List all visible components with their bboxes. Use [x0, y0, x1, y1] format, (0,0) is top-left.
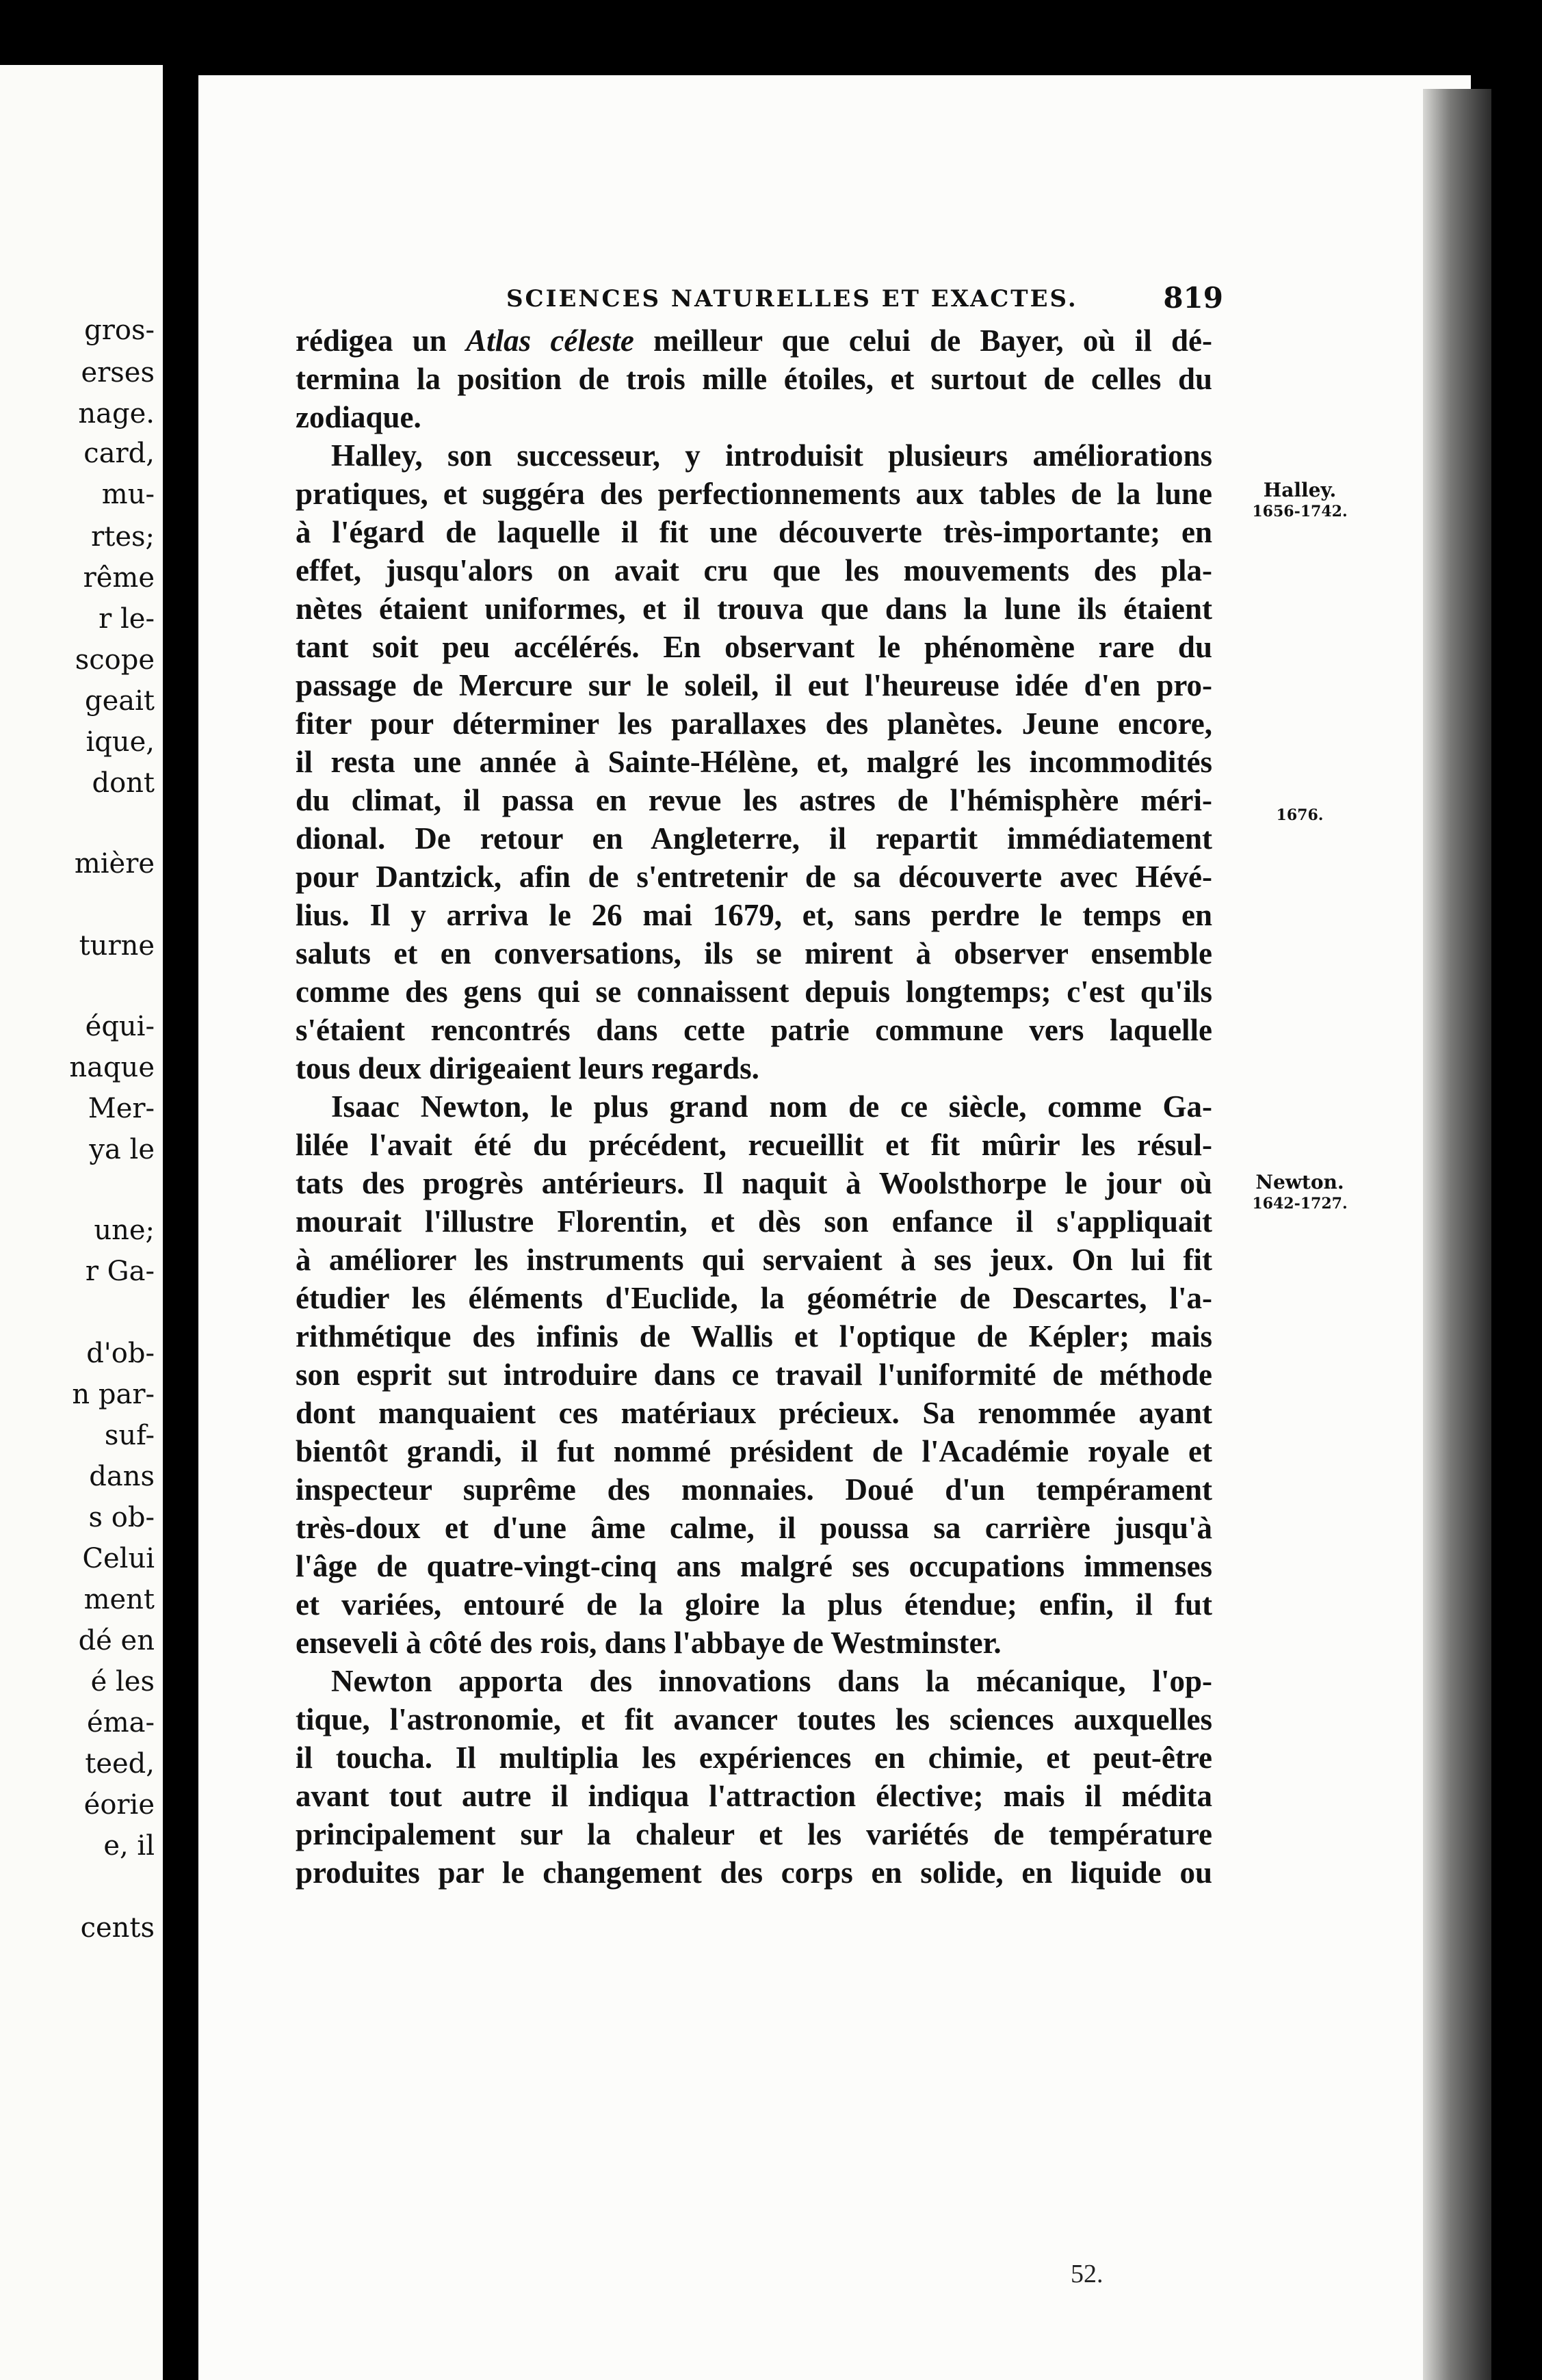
text-line: à améliorer les instruments qui servaient à ses jeux. On lui fit [296, 1243, 1212, 1277]
text-line: zodiaque. [296, 400, 421, 434]
text-segment: rédigea un [296, 323, 467, 358]
text-line: principalement sur la chaleur et les variétés de température [296, 1817, 1212, 1851]
text-line: enseveli à côté des rois, dans l'abbaye de Westminster. [296, 1626, 1002, 1660]
text-line: à l'égard de laquelle il fit une découverte très-importante; en [296, 515, 1212, 549]
left-page-line: geait [85, 685, 155, 717]
signature-mark: 52. [1071, 2260, 1103, 2288]
left-page-line: rtes; [91, 521, 155, 553]
text-line: tous deux dirigeaient leurs regards. [296, 1051, 759, 1085]
text-line: Halley, son successeur, y introduisit plusieurs améliorations [331, 438, 1212, 473]
text-line: saluts et en conversations, ils se mirent à observer ensemble [296, 936, 1212, 970]
left-page-line: dont [92, 767, 155, 799]
left-page-line: Mer- [88, 1093, 155, 1124]
left-page-line: une; [94, 1215, 155, 1246]
text-line: inspecteur suprême des monnaies. Doué d'un tempérament [296, 1472, 1212, 1507]
left-page-line: r Ga- [85, 1256, 155, 1287]
left-page-line: naque [69, 1052, 155, 1083]
text-line: étudier les éléments d'Euclide, la géométrie de Descartes, l'a- [296, 1281, 1212, 1315]
left-page-line: erses [81, 357, 155, 388]
left-page-line: s ob- [88, 1502, 155, 1533]
page-edge [1423, 89, 1491, 2380]
text-line: il toucha. Il multiplia les expériences en chimie, et peut-être [296, 1741, 1212, 1775]
margin-note-years: 1656-1742. [1252, 503, 1348, 520]
left-page-line: ment [83, 1584, 155, 1615]
text-line: termina la position de trois mille étoiles, et surtout de celles du [296, 362, 1212, 396]
left-page-line: d'ob- [86, 1338, 155, 1369]
left-page-line: card, [83, 438, 155, 469]
left-page-line: gros- [84, 315, 155, 346]
left-page-line: mière [74, 848, 155, 880]
text-line: dont manquaient ces matériaux précieux. Sa renommée ayant [296, 1396, 1212, 1430]
text-line: et variées, entouré de la gloire la plus étendue; enfin, il fut [296, 1587, 1212, 1622]
text-line: fiter pour déterminer les parallaxes des planètes. Jeune encore, [296, 706, 1212, 741]
text-line: son esprit sut introduire dans ce travail l'uniformité de méthode [296, 1358, 1212, 1392]
left-page-line: équi- [85, 1011, 155, 1042]
text-segment: meilleur que celui de Bayer, où il dé- [633, 323, 1212, 358]
text-line: s'étaient rencontrés dans cette patrie commune vers laquelle [296, 1013, 1212, 1047]
margin-note [1252, 479, 1348, 521]
text-line: tats des progrès antérieurs. Il naquit à Woolsthorpe le jour où [296, 1166, 1212, 1200]
running-head: SCIENCES NATURELLES ET EXACTES. [506, 285, 1078, 313]
margin-note-name: Halley. [1263, 479, 1337, 501]
italic-title: Atlas céleste [466, 323, 634, 358]
text-line [296, 321, 1212, 360]
left-page-line: nage. [78, 398, 155, 429]
text-line: dional. De retour en Angleterre, il repartit immédiatement [296, 821, 1212, 856]
text-line: tique, l'astronomie, et fit avancer toutes les sciences auxquelles [296, 1702, 1212, 1736]
text-line: mourait l'illustre Florentin, et dès son enfance il s'appliquait [296, 1204, 1212, 1239]
margin-note-years: 1642-1727. [1252, 1195, 1348, 1213]
text-line: effet, jusqu'alors on avait cru que les mouvements des pla- [296, 553, 1212, 587]
left-page-line: cents [80, 1912, 155, 1944]
text-line: très-doux et d'une âme calme, il poussa sa carrière jusqu'à [296, 1511, 1212, 1545]
page-header [296, 281, 1233, 326]
margin-note [1252, 806, 1348, 825]
left-page-line: éma- [87, 1707, 155, 1738]
text-line: pratiques, et suggéra des perfectionnements aux tables de la lune [296, 477, 1212, 511]
left-page-line: dans [89, 1461, 155, 1492]
left-page-line: n par- [72, 1379, 155, 1410]
body-text [296, 321, 1212, 1892]
left-page-line: éorie [83, 1789, 155, 1821]
text-line: Isaac Newton, le plus grand nom de ce siècle, comme Ga- [331, 1089, 1212, 1124]
text-line: comme des gens qui se connaissent depuis longtemps; c'est qu'ils [296, 975, 1212, 1009]
left-page-line: ya le [89, 1134, 155, 1165]
left-page-line: é les [90, 1666, 155, 1697]
text-line: lilée l'avait été du précédent, recueillit et fit mûrir les résul- [296, 1128, 1212, 1162]
text-line: bientôt grandi, il fut nommé président de l'Académie royale et [296, 1434, 1212, 1468]
text-line: il resta une année à Sainte-Hélène, et, malgré les incommodités [296, 745, 1212, 779]
left-page-line: scope [75, 644, 155, 676]
left-page-line: teed, [85, 1748, 155, 1780]
left-page-line: ique, [86, 726, 155, 758]
margin-note-years: 1676. [1276, 806, 1324, 824]
page-number: 819 [1163, 281, 1223, 315]
left-page-line: r le- [99, 603, 155, 635]
left-page-line: mu- [101, 479, 155, 510]
left-page-line: rême [83, 562, 155, 594]
text-line: lius. Il y arriva le 26 mai 1679, et, sans perdre le temps en [296, 898, 1212, 932]
text-line: tant soit peu accélérés. En observant le phénomène rare du [296, 630, 1212, 664]
left-page-line: dé en [78, 1625, 155, 1656]
text-line: nètes étaient uniformes, et il trouva que dans la lune ils étaient [296, 592, 1212, 626]
text-line: du climat, il passa en revue les astres de l'hémisphère méri- [296, 783, 1212, 817]
text-line: pour Dantzick, afin de s'entretenir de sa découverte avec Hévé- [296, 860, 1212, 894]
left-page-line: e, il [103, 1830, 155, 1862]
left-page-line: suf- [104, 1420, 155, 1451]
left-facing-page [0, 65, 163, 2380]
text-line: avant tout autre il indiqua l'attraction élective; mais il médita [296, 1779, 1212, 1813]
text-line: rithmétique des infinis de Wallis et l'optique de Képler; mais [296, 1319, 1212, 1353]
margin-note-name: Newton. [1255, 1171, 1344, 1193]
text-line: l'âge de quatre-vingt-cinq ans malgré ses occupations immenses [296, 1549, 1212, 1583]
left-page-line: Celui [82, 1543, 155, 1574]
text-line: Newton apporta des innovations dans la mécanique, l'op- [331, 1664, 1212, 1698]
margin-note [1252, 1171, 1348, 1213]
text-line: produites par le changement des corps en solide, en liquide ou [296, 1855, 1212, 1890]
left-page-line: turne [79, 930, 155, 962]
text-line: passage de Mercure sur le soleil, il eut l'heureuse idée d'en pro- [296, 668, 1212, 702]
